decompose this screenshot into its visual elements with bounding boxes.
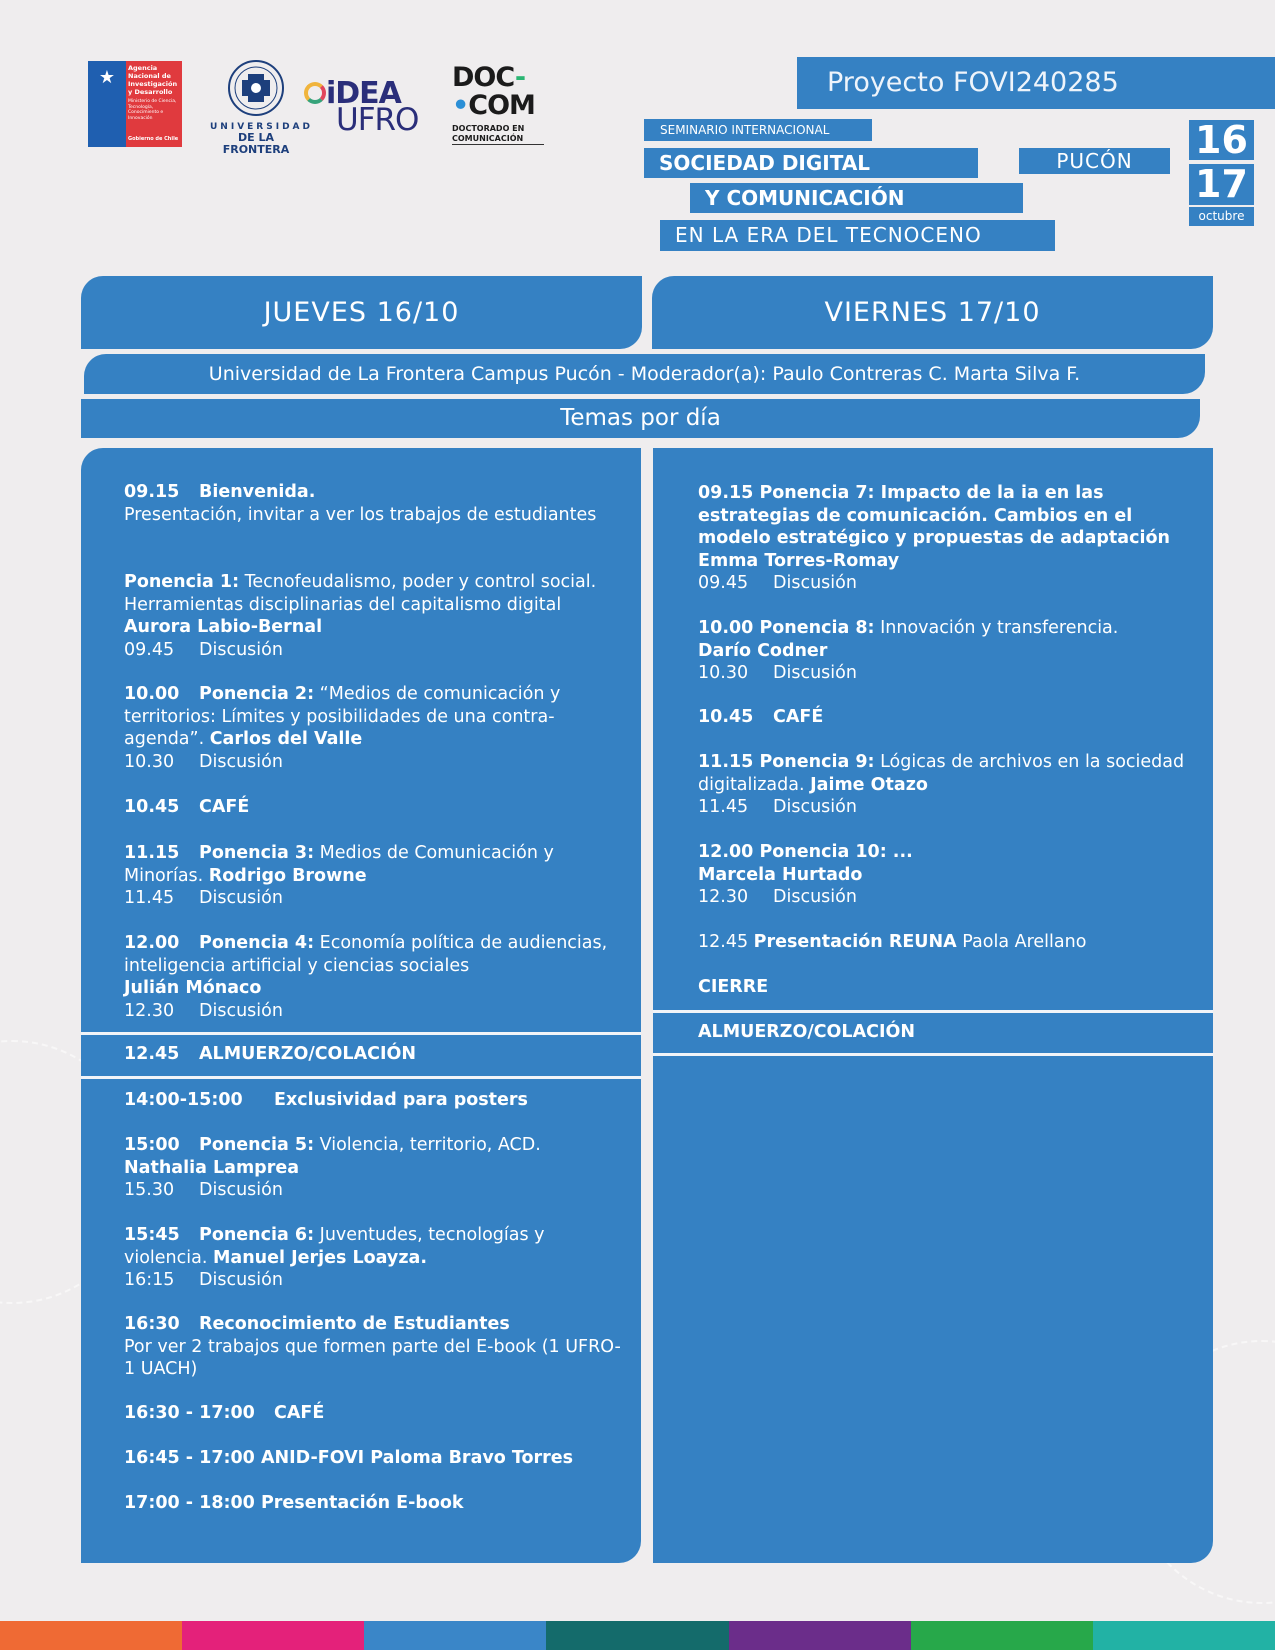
stripe bbox=[1093, 1621, 1275, 1650]
time: 12.00 bbox=[124, 933, 180, 953]
ponencia-label: 11.15 Ponencia 9: bbox=[698, 752, 875, 772]
divider bbox=[81, 1032, 641, 1035]
time: 09.15 bbox=[124, 482, 180, 502]
idea-ring-icon bbox=[304, 82, 326, 104]
schedule-item-cafe-2 bbox=[124, 1402, 624, 1425]
schedule-item-bienvenida bbox=[124, 481, 624, 526]
ponencia-title: Violencia, territorio, ACD. bbox=[314, 1135, 541, 1155]
ponencia-author: Jaime Otazo bbox=[810, 774, 928, 795]
day-header-friday: VIERNES 17/10 bbox=[652, 276, 1213, 349]
ponencia-label: Ponencia 1: bbox=[124, 572, 240, 592]
ponencia-author: Emma Torres-Romay bbox=[698, 550, 900, 571]
discussion-label: Discusión bbox=[199, 1180, 283, 1200]
city-badge: PUCÓN bbox=[1019, 148, 1170, 174]
title-line-2: Y COMUNICACIÓN bbox=[690, 183, 1023, 213]
schedule-item-reuna bbox=[698, 931, 1198, 954]
schedule-item-reconocimiento bbox=[124, 1313, 624, 1381]
idea-ufro-logo bbox=[304, 78, 436, 136]
item-title: Presentación REUNA bbox=[753, 932, 957, 952]
time: 10.30 bbox=[698, 663, 749, 683]
schedule-item-anid-fovi: 16:45 - 17:00 ANID-FOVI Paloma Bravo Torres bbox=[124, 1448, 574, 1468]
time: 10.00 bbox=[124, 684, 180, 704]
discussion-label: Discusión bbox=[199, 1270, 283, 1290]
ufro-seal-icon bbox=[221, 58, 291, 120]
ponencia-author: Rodrigo Browne bbox=[208, 865, 367, 886]
idea-logo-text: UFRO bbox=[336, 102, 419, 138]
schedule-item-cafe bbox=[698, 706, 1198, 729]
anid-ministry-text: Ministerio de Ciencia, Tecnología, Conocimiento e Innovación bbox=[128, 99, 177, 121]
discussion-label: Discusión bbox=[773, 887, 857, 907]
schedule-item-ponencia-6 bbox=[124, 1224, 594, 1292]
discussion-label: Discusión bbox=[199, 888, 283, 908]
anid-logo-text: Agencia bbox=[128, 64, 158, 72]
schedule-item-lunch bbox=[124, 1043, 624, 1066]
idea-logo-text: iDEA bbox=[326, 76, 401, 111]
date-month: octubre bbox=[1189, 207, 1254, 226]
ufro-logo-text: UNIVERSIDAD bbox=[210, 122, 313, 132]
discussion-label: Discusión bbox=[773, 573, 857, 593]
doccom-logo-text: • bbox=[452, 90, 469, 121]
ponencia-label: Ponencia 5: bbox=[199, 1135, 315, 1155]
ponencia-author: Carlos del Valle bbox=[209, 729, 363, 749]
time: 12.45 bbox=[124, 1044, 180, 1064]
schedule-item-ponencia-3 bbox=[124, 842, 594, 910]
stripe bbox=[729, 1621, 911, 1650]
ponencia-label: Ponencia 2: bbox=[199, 684, 315, 704]
ufro-logo bbox=[210, 58, 313, 156]
anid-logo-text: Investigación bbox=[128, 80, 178, 88]
doccom-logo-text: COMUNICACIÓN bbox=[452, 134, 524, 143]
ponencia-title: Medios de Comunicación y Minorías. bbox=[124, 843, 554, 886]
doccom-logo-text: DOC bbox=[452, 62, 515, 93]
discussion-label: Discusión bbox=[199, 1000, 283, 1021]
ponencia-author: Aurora Labio-Bernal bbox=[124, 617, 323, 637]
seminar-tag: SEMINARIO INTERNACIONAL bbox=[644, 119, 872, 141]
thursday-schedule bbox=[81, 448, 641, 1563]
stripe bbox=[364, 1621, 546, 1650]
time: 12.45 bbox=[698, 932, 754, 952]
doccom-logo-text: COM bbox=[468, 90, 535, 121]
star-icon: ★ bbox=[98, 67, 116, 88]
anid-logo bbox=[88, 61, 182, 147]
ponencia-title: Economía política de audiencias, inteligencia artificial y ciencias sociales bbox=[124, 933, 608, 976]
divider bbox=[653, 1053, 1213, 1056]
ponencia-author: Nathalia Lamprea bbox=[124, 1157, 300, 1178]
discussion-label: Discusión bbox=[773, 663, 857, 683]
time: 14:00-15:00 bbox=[124, 1090, 243, 1110]
ponencia-author: Darío Codner bbox=[698, 640, 828, 661]
ponencia-title: Juventudes, tecnologías y violencia. bbox=[124, 1225, 545, 1268]
ponencia-label: 10.00 Ponencia 8: bbox=[698, 618, 875, 638]
item-title: CAFÉ bbox=[274, 1403, 325, 1423]
stripe bbox=[546, 1621, 728, 1650]
time: 11.15 bbox=[124, 843, 180, 863]
title-line-1: SOCIEDAD DIGITAL bbox=[644, 148, 978, 178]
schedule-item-cafe bbox=[124, 796, 624, 819]
schedule-item-ponencia-9 bbox=[698, 751, 1203, 819]
doccom-logo-text: - bbox=[514, 62, 526, 93]
time: 11.45 bbox=[698, 797, 749, 817]
time: 09.45 bbox=[698, 573, 749, 593]
time: 16:15 bbox=[124, 1270, 175, 1290]
item-description: Presentación, invitar a ver los trabajos de estudiantes bbox=[124, 504, 597, 525]
ufro-logo-text: DE LA FRONTERA bbox=[222, 131, 290, 156]
discussion-label: Discusión bbox=[199, 751, 283, 772]
time: 10.30 bbox=[124, 751, 175, 772]
schedule-item-ponencia-5 bbox=[124, 1134, 624, 1202]
divider bbox=[81, 1076, 641, 1079]
friday-schedule bbox=[653, 448, 1213, 1563]
doccom-logo bbox=[452, 64, 544, 148]
time: 15:45 bbox=[124, 1225, 180, 1245]
time: 10.45 bbox=[698, 707, 754, 727]
anid-gob-text: Gobierno de Chile bbox=[128, 136, 179, 142]
project-code: Proyecto FOVI240285 bbox=[797, 57, 1275, 109]
time: 15.30 bbox=[124, 1180, 175, 1200]
schedule-item-ponencia-1 bbox=[124, 571, 634, 661]
time: 16:30 bbox=[124, 1314, 180, 1334]
ponencia-title: Lógicas de archivos en la sociedad digitalizada. bbox=[698, 752, 1185, 795]
title-line-3: EN LA ERA DEL TECNOCENO bbox=[660, 220, 1055, 251]
anid-logo-text: Nacional de bbox=[128, 72, 171, 80]
item-title: Exclusividad para posters bbox=[274, 1090, 528, 1110]
ponencia-title: “Medios de comunicación y territorios: Límites y posibilidades de una contra-agenda”. bbox=[124, 684, 561, 749]
topics-bar: Temas por día bbox=[81, 399, 1200, 438]
time: 12.30 bbox=[698, 887, 749, 907]
schedule-item-ponencia-2 bbox=[124, 683, 604, 773]
item-title: ALMUERZO/COLACIÓN bbox=[199, 1044, 416, 1064]
item-title: Bienvenida. bbox=[199, 482, 316, 502]
color-stripes bbox=[0, 1621, 1275, 1650]
time: 12.30 bbox=[124, 1000, 175, 1021]
time: 11.45 bbox=[124, 888, 175, 908]
item-title: CAFÉ bbox=[199, 797, 250, 817]
item-title: CAFÉ bbox=[773, 707, 824, 727]
ponencia-label: Ponencia 6: bbox=[199, 1225, 315, 1245]
schedule-item-posters bbox=[124, 1089, 624, 1112]
stripe bbox=[0, 1621, 182, 1650]
ponencia-label: 12.00 Ponencia 10: ... bbox=[698, 842, 913, 862]
time: 10.45 bbox=[124, 797, 180, 817]
anid-logo-text: y Desarrollo bbox=[128, 88, 173, 96]
schedule-item-cierre: CIERRE bbox=[698, 977, 769, 997]
item-description: Por ver 2 trabajos que formen parte del E-book (1 UFRO- 1 UACH) bbox=[124, 1336, 621, 1379]
time: 09.45 bbox=[124, 639, 175, 660]
schedule-item-ponencia-7 bbox=[698, 482, 1198, 595]
time: 16:30 - 17:00 bbox=[124, 1403, 255, 1423]
stripe bbox=[182, 1621, 364, 1650]
ponencia-title: Innovación y transferencia. bbox=[874, 618, 1119, 638]
schedule-item-ponencia-8 bbox=[698, 617, 1198, 685]
stripe bbox=[911, 1621, 1093, 1650]
ponencia-title: 09.15 Ponencia 7: Impacto de la ia en las estrategias de comunicación. Cambios en el modelo estratégico y propuestas de adaptación bbox=[698, 483, 1170, 548]
discussion-label: Discusión bbox=[773, 797, 857, 817]
divider bbox=[653, 1010, 1213, 1013]
location-moderators-bar: Universidad de La Frontera Campus Pucón - Moderador(a): Paulo Contreras C. Marta Silva F. bbox=[84, 354, 1205, 394]
date-day-1: 16 bbox=[1189, 120, 1254, 160]
schedule-item-ebook: 17:00 - 18:00 Presentación E-book bbox=[124, 1493, 464, 1513]
ponencia-author: Julián Mónaco bbox=[124, 978, 262, 998]
time: 15:00 bbox=[124, 1135, 180, 1155]
schedule-item-lunch: ALMUERZO/COLACIÓN bbox=[698, 1022, 915, 1042]
ponencia-title: Tecnofeudalismo, poder y control social. Herramientas disciplinarias del capitalismo digital bbox=[124, 572, 597, 615]
item-title: Reconocimiento de Estudiantes bbox=[199, 1314, 510, 1334]
item-author: Paola Arellano bbox=[956, 932, 1087, 952]
ponencia-label: Ponencia 3: bbox=[199, 843, 315, 863]
ponencia-author: Manuel Jerjes Loayza. bbox=[212, 1247, 427, 1268]
date-day-2: 17 bbox=[1189, 164, 1254, 205]
ponencia-author: Marcela Hurtado bbox=[698, 864, 863, 885]
schedule-item-ponencia-4 bbox=[124, 932, 624, 1022]
day-header-thursday: JUEVES 16/10 bbox=[81, 276, 642, 349]
discussion-label: Discusión bbox=[199, 639, 283, 660]
doccom-logo-text: DOCTORADO EN bbox=[452, 124, 525, 133]
schedule-item-ponencia-10 bbox=[698, 841, 1198, 909]
ponencia-label: Ponencia 4: bbox=[199, 933, 315, 953]
